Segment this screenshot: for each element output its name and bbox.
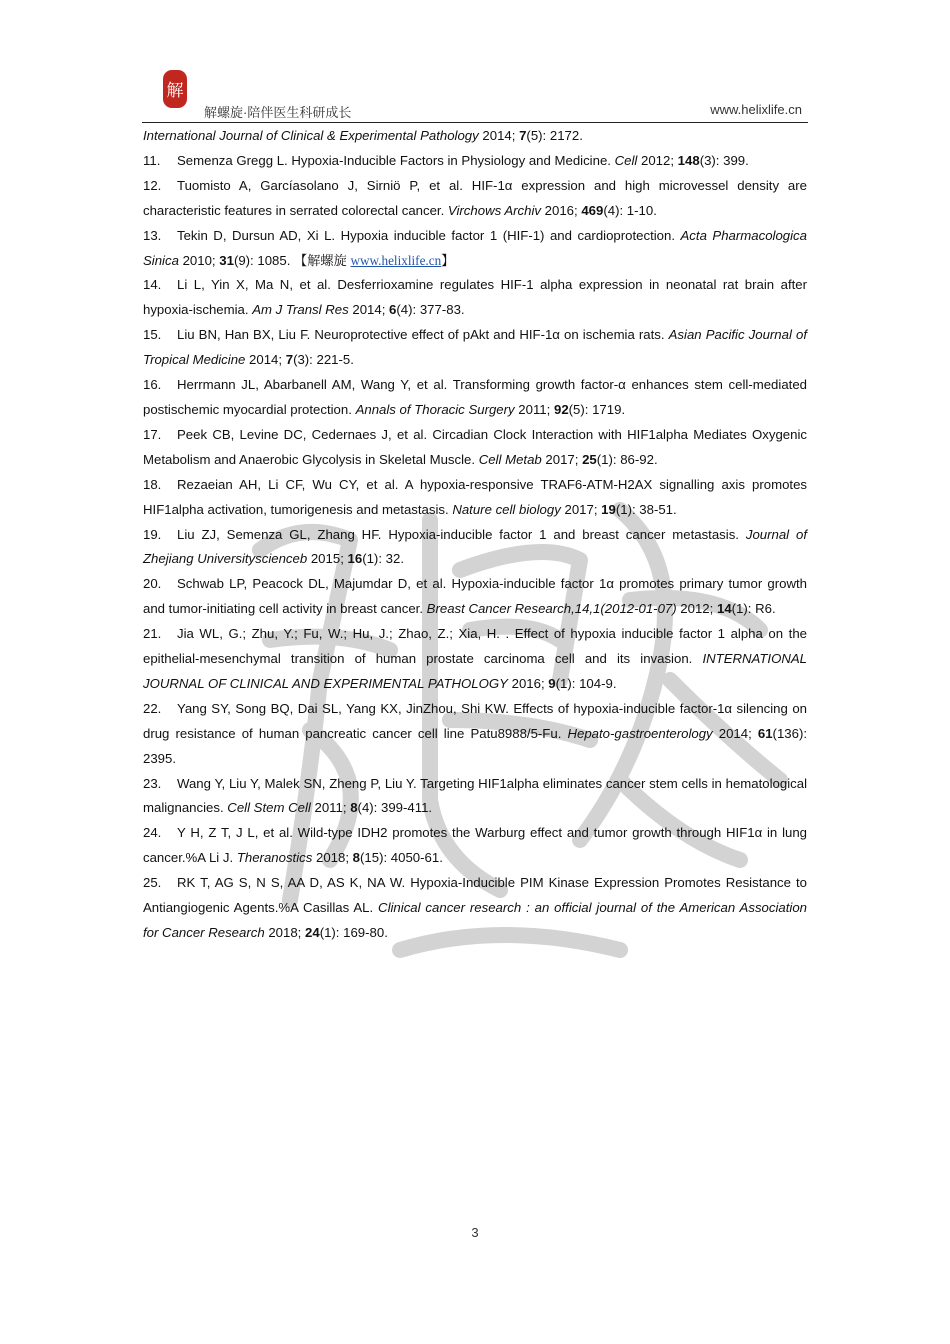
reference-text: (1): 169-80. — [319, 925, 388, 940]
journal-name: Clinical cancer research : an official journal of the American Association for Cancer Research — [143, 900, 807, 940]
journal-name: Theranostics — [236, 850, 313, 866]
reference-text: Herrmann JL, Abarbanell AM, Wang Y, et al. Transforming growth factor-α enhances stem cell-mediated postischemic myocardial protection. — [143, 377, 807, 417]
reference-number: 12. — [143, 177, 162, 193]
reference-item — [143, 821, 807, 871]
journal-name: Nature cell biology — [452, 501, 561, 517]
reference-text: 2017; — [541, 451, 583, 467]
reference-item — [143, 373, 807, 423]
logo-char: 解 — [166, 81, 184, 101]
reference-text: (3): 399. — [699, 152, 749, 168]
reference-text: 2018; — [312, 850, 353, 866]
journal-name: Journal of Zhejiang Universityscienceb — [143, 526, 807, 567]
reference-text: (4): 399-411. — [357, 800, 433, 816]
reference-number: 24. — [143, 825, 162, 841]
volume-number: 31 — [219, 252, 234, 268]
reference-number: 19. — [143, 526, 162, 542]
reference-text: Li L, Yin X, Ma N, et al. Desferrioxamine regulates HIF-1 alpha expression in neonatal rat brain after hypoxia-ischemia. — [143, 277, 807, 318]
volume-number: 8 — [352, 850, 361, 866]
reference-item — [143, 273, 807, 323]
reference-text: Tuomisto A, Garcíasolano J, Sirniö P, et al. HIF-1α expression and high microvessel density are characteristic features in serrated colorectal cancer. — [143, 177, 807, 218]
reference-item — [143, 224, 807, 274]
reference-number: 17. — [143, 426, 162, 442]
journal-name: Breast Cancer Research,14,1(2012-01-07) — [426, 601, 677, 617]
volume-number: 469 — [581, 202, 604, 218]
volume-number: 25 — [582, 451, 597, 467]
reference-text: Tekin D, Dursun AD, Xi L. Hypoxia inducible factor 1 (HIF-1) and cardioprotection. — [177, 227, 681, 243]
reference-text: (1): 86-92. — [596, 451, 658, 467]
volume-number: 92 — [553, 401, 569, 417]
reference-text: Liu BN, Han BX, Liu F. Neuroprotective effect of pAkt and HIF-1α on ischemia rats. — [177, 327, 669, 343]
reference-list — [143, 124, 807, 946]
reference-text: 】 — [441, 252, 455, 268]
reference-item — [143, 572, 807, 622]
brand-slogan: 解螺旋·陪伴医生科研成长 — [204, 105, 352, 120]
reference-item — [143, 149, 807, 174]
reference-item — [143, 174, 807, 224]
reference-text: (4): 377-83. — [396, 302, 465, 318]
reference-item — [143, 697, 807, 772]
reference-text: (5): 1719. — [568, 401, 626, 417]
reference-text: (9): 1085. 【解螺旋 — [233, 252, 351, 268]
volume-number: 19 — [601, 501, 616, 517]
reference-text: Liu ZJ, Semenza GL, Zhang HF. Hypoxia-inducible factor 1 and breast cancer metastasis. — [177, 526, 746, 542]
reference-item — [143, 473, 807, 523]
journal-name: Asian Pacific Journal of Tropical Medicine — [143, 327, 807, 368]
reference-text: Wang Y, Liu Y, Malek SN, Zheng P, Liu Y. Targeting HIF1alpha eliminates cancer stem cells in hematological malignancies. — [143, 775, 807, 816]
volume-number: 148 — [677, 152, 700, 168]
reference-text: 2018; — [264, 925, 306, 940]
volume-number: 16 — [347, 551, 363, 567]
reference-number: 13. — [143, 227, 162, 243]
reference-text: 2016; — [541, 202, 582, 218]
reference-text: 2012; — [676, 601, 717, 617]
helix-logo-icon — [158, 66, 192, 112]
reference-text: 2016; — [507, 675, 549, 691]
reference-text: 2011; — [310, 800, 351, 816]
volume-number: 9 — [548, 675, 556, 691]
reference-number: 16. — [143, 377, 162, 393]
reference-text: Y H, Z T, J L, et al. Wild-type IDH2 promotes the Warburg effect and tumor growth through HIF1α in lung cancer.%A Li J. — [143, 825, 807, 866]
journal-name: Acta Pharmacologica Sinica — [143, 227, 807, 268]
volume-number: 61 — [757, 725, 773, 741]
reference-text: Semenza Gregg L. Hypoxia-Inducible Factors in Physiology and Medicine. — [177, 152, 615, 168]
reference-item — [143, 772, 807, 822]
reference-text: Rezaeian AH, Li CF, Wu CY, et al. A hypoxia-responsive TRAF6-ATM-H2AX signalling axis promotes HIF1alpha activation, tumorigenesis and metastasis. — [143, 476, 807, 517]
reference-text: 2010; — [178, 252, 220, 268]
reference-text: 2014; — [348, 302, 390, 318]
reference-text: (15): 4050-61. — [360, 850, 443, 866]
reference-number: 14. — [143, 277, 162, 293]
reference-item — [143, 622, 807, 697]
reference-text: (5): 2172. — [526, 128, 583, 143]
reference-text: (1): 104-9. — [555, 675, 617, 691]
reference-number: 25. — [143, 875, 162, 891]
volume-number: 7 — [519, 128, 527, 143]
helixlife-link[interactable]: www.helixlife.cn — [350, 252, 442, 268]
reference-number: 18. — [143, 476, 162, 492]
reference-item — [143, 423, 807, 473]
page-number: 3 — [471, 1225, 479, 1240]
reference-text: (4): 1-10. — [603, 202, 657, 218]
reference-text: RK T, AG S, N S, AA D, AS K, NA W. Hypoxia-Inducible PIM Kinase Expression Promotes Resistance to Antiangiogenic Agents.%A Casillas AL. — [143, 875, 807, 916]
journal-name: International Journal of Clinical & Experimental Pathology — [143, 128, 479, 143]
volume-number: 8 — [350, 800, 358, 816]
journal-name: Virchows Archiv — [447, 202, 541, 218]
reference-number: 20. — [143, 576, 162, 592]
reference-text: (1): 32. — [362, 551, 404, 567]
reference-text: 2014; — [478, 128, 520, 143]
volume-number: 14 — [716, 601, 732, 617]
reference-item — [143, 871, 807, 946]
reference-text: 2015; — [307, 551, 348, 567]
reference-text: (3): 221-5. — [293, 352, 354, 368]
page-header — [142, 66, 808, 122]
reference-number: 11. — [143, 152, 161, 168]
journal-name: Am J Transl Res — [252, 302, 349, 318]
site-url[interactable]: www.helixlife.cn — [710, 102, 802, 117]
reference-number: 23. — [143, 775, 162, 791]
journal-name: INTERNATIONAL JOURNAL OF CLINICAL AND EXPERIMENTAL PATHOLOGY — [143, 651, 807, 691]
volume-number: 7 — [285, 352, 294, 368]
volume-number: 6 — [389, 302, 397, 318]
journal-name: Annals of Thoracic Surgery — [355, 401, 515, 417]
journal-name: Hepato-gastroenterology — [567, 725, 713, 741]
journal-name: Cell Stem Cell — [227, 800, 311, 816]
reference-text: 2014; — [712, 725, 758, 741]
header-divider — [142, 122, 808, 123]
reference-text: (1): 38-51. — [615, 501, 677, 517]
reference-text: Jia WL, G.; Zhu, Y.; Fu, W.; Hu, J.; Zhao, Z.; Xia, H. . Effect of hypoxia inducible factor 1 alpha on the epithelial-mesenchymal transition of human prostate carcinoma cell and its invasion. — [143, 626, 807, 667]
reference-item — [143, 323, 807, 373]
reference-text: Schwab LP, Peacock DL, Majumdar D, et al. Hypoxia-inducible factor 1α promotes primary tumor growth and tumor-initiating cell activity in breast cancer. — [143, 576, 807, 617]
reference-text: (1): R6. — [731, 601, 776, 617]
reference-text: 2012; — [637, 152, 678, 168]
reference-text: Peek CB, Levine DC, Cedernaes J, et al. Circadian Clock Interaction with HIF1alpha Mediates Oxygenic Metabolism and Anaerobic Glycolysis in Skeletal Muscle. — [143, 426, 807, 467]
volume-number: 24 — [305, 925, 320, 940]
reference-number: 22. — [143, 700, 162, 716]
reference-number: 15. — [143, 327, 162, 343]
reference-item — [143, 124, 807, 149]
reference-text: Yang SY, Song BQ, Dai SL, Yang KX, JinZhou, Shi KW. Effects of hypoxia-inducible factor-1α silencing on drug resistance of human pancreatic cancer cell line Patu8988/5-Fu. — [143, 700, 807, 741]
reference-text: 2014; — [245, 352, 286, 368]
reference-text: 2017; — [560, 501, 602, 517]
journal-name: Cell — [614, 152, 638, 168]
reference-text: (136): 2395. — [143, 725, 807, 766]
reference-number: 21. — [143, 626, 162, 642]
reference-item — [143, 523, 807, 573]
reference-text: 2011; — [514, 401, 554, 417]
journal-name: Cell Metab — [478, 451, 542, 467]
